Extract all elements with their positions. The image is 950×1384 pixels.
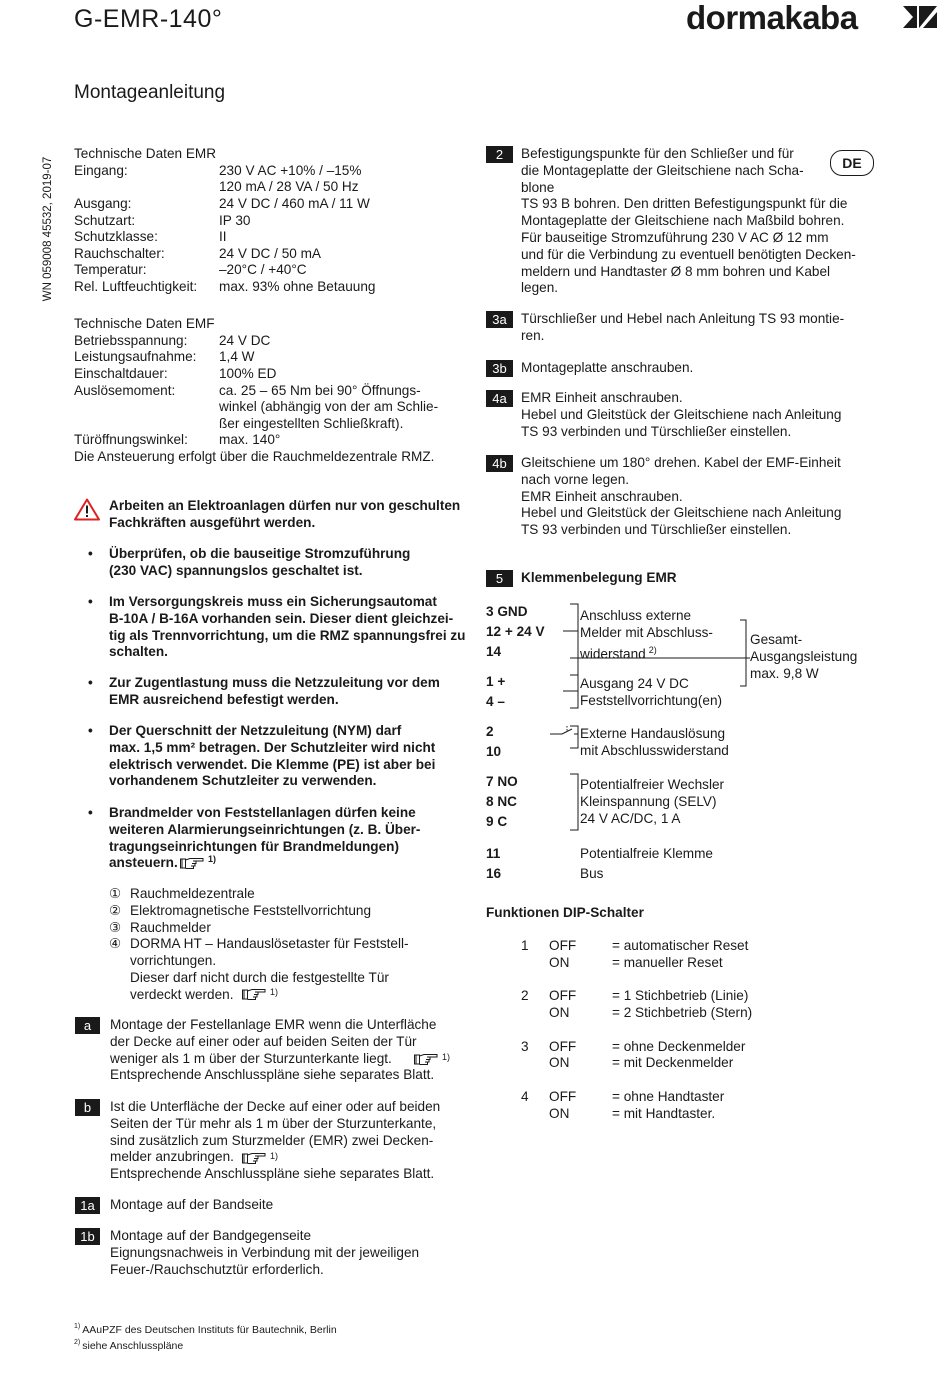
terminal-description-text: Bus — [580, 866, 604, 881]
tech-emf-table — [74, 333, 438, 449]
terminal-label: 14 — [486, 644, 502, 659]
dip-off-description: = 1 Stichbetrieb (Linie) — [612, 988, 749, 1004]
data-row — [74, 366, 438, 383]
dip-on: ON — [549, 1105, 570, 1121]
total-output: Gesamt- Ausgangsleistung max. 9,8 W — [750, 632, 858, 681]
dip-off-description: = ohne Deckenmelder — [612, 1038, 746, 1054]
data-value: 230 V AC +10% / –15% — [219, 162, 362, 178]
data-row — [74, 279, 375, 296]
total-connector — [575, 600, 755, 710]
terminal-label: 3 GND — [486, 604, 528, 619]
step-line: Montageplatte anschrauben. — [521, 360, 694, 375]
terminal-description-text: Melder mit Abschluss- — [580, 624, 713, 640]
terminal-description-line — [580, 866, 603, 883]
terminal-label: 10 — [486, 744, 502, 759]
step-line: Montage der Festellanlage EMR wenn die Unterfläche — [110, 1017, 437, 1032]
step-line: Feuer-/Rauchschutztür erforderlich. — [110, 1261, 324, 1277]
warning-text: Arbeiten an Elektroanlagen dürfen nur von geschulten Fachkräften ausgeführt werden. — [109, 498, 461, 530]
item-text: Elektromagnetische Feststellvorrichtung — [130, 902, 372, 918]
bullet-item — [88, 805, 463, 872]
terminal-description-text: Anschluss externe — [580, 608, 692, 623]
data-row — [74, 383, 438, 400]
reference-hand-icon — [180, 857, 204, 871]
step-line: Seiten der Tür mehr als 1 m über der Sturzunterkante, — [110, 1115, 437, 1131]
bullet-line: Brandmelder von Feststellanlagen dürfen keine — [109, 805, 416, 820]
data-value: 24 V DC / 50 mA — [219, 245, 321, 261]
dip-on-description: = 2 Stichbetrieb (Stern) — [612, 1005, 753, 1021]
step-line: Entsprechende Anschlusspläne siehe separates Blatt. — [110, 1067, 435, 1083]
reference-hand-icon — [242, 1152, 266, 1166]
data-key: Betriebsspannung: — [74, 332, 188, 348]
step-line: Für bauseitige Stromzuführung 230 V AC Ø 12 mm — [521, 229, 829, 245]
document-reference: WN 059008 45532, 2019-07 — [42, 156, 54, 302]
dip-on-description: = manueller Reset — [612, 954, 723, 970]
bullet-line: ansteuern. — [109, 855, 178, 871]
terminal-label: 9 C — [486, 814, 508, 829]
data-key: Schutzklasse: — [74, 229, 158, 245]
footnote-text: AAuPZF des Deutschen Instituts für Bautechnik, Berlin — [82, 1323, 337, 1336]
footnote-ref: 1) — [442, 1052, 451, 1062]
terminal-description-text: Externe Handauslösung — [580, 726, 726, 741]
brand-logo: dormakaba — [686, 0, 858, 36]
step-badge: 3a — [486, 311, 513, 328]
brand-mark-icon — [903, 6, 937, 28]
step-line: weniger als 1 m über der Sturzunterkante liegt. — [110, 1050, 392, 1066]
data-row — [74, 196, 375, 213]
data-key: Türöffnungswinkel: — [74, 432, 188, 448]
footnote-mark: 1) — [74, 1323, 81, 1330]
step-line: melder anzubringen. — [110, 1149, 234, 1165]
step-line: legen. — [521, 280, 559, 296]
bullet-text — [109, 675, 440, 709]
bullet-line: (230 VAC) spannungslos geschaltet ist. — [109, 562, 363, 578]
bullet-text — [109, 723, 435, 790]
bullet-dot: • — [88, 675, 93, 690]
bullet-line: Im Versorgungskreis muss ein Sicherungsautomat — [109, 594, 437, 609]
terminal-description-text: mit Abschlusswiderstand — [580, 742, 729, 758]
item-number: ③ — [109, 919, 122, 935]
data-row — [74, 399, 438, 416]
step-line: TS 93 verbinden und Türschließer einstellen. — [521, 522, 792, 538]
step-line: Montageplatte der Gleitschiene nach Maßbild bohren. — [521, 213, 845, 229]
step-line: Türschließer und Hebel nach Anleitung TS 93 montie- — [521, 311, 845, 326]
tech-emf-heading: Technische Daten EMF — [74, 316, 215, 331]
data-row — [74, 246, 375, 263]
terminal-label: 8 NC — [486, 794, 517, 809]
bullet-line: EMR ausreichend befestigt werden. — [109, 691, 339, 707]
data-value: IP 30 — [219, 212, 251, 228]
bullet-item — [88, 594, 466, 661]
data-key: Leistungsaufnahme: — [74, 349, 197, 365]
item-text: Rauchmelder — [130, 919, 211, 935]
step-badge: 3b — [486, 360, 513, 377]
data-row — [74, 163, 375, 180]
step-text — [110, 1017, 436, 1084]
data-value: 24 V DC — [219, 332, 271, 348]
step-badge-5: 5 — [486, 570, 513, 587]
bullet-text — [109, 546, 410, 580]
footnote — [74, 1336, 183, 1353]
dip-number: 1 — [521, 938, 529, 953]
step-badge: b — [75, 1099, 100, 1116]
item-text: DORMA HT – Handauslösetaster für Feststell- — [130, 936, 409, 952]
data-value: winkel (abhängig von der am Schlie- — [219, 399, 439, 415]
data-key: Temperatur: — [74, 262, 147, 278]
document-title: G-EMR-140° — [74, 5, 223, 33]
item-text: Rauchmeldezentrale — [130, 886, 255, 901]
dip-on: ON — [549, 1005, 570, 1021]
data-value: max. 93% ohne Betauung — [219, 278, 376, 294]
step-line: Eignungsnachweis in Verbindung mit der jeweiligen — [110, 1244, 420, 1260]
data-row — [74, 416, 438, 433]
terminal-description-text: 24 V AC/DC, 1 A — [580, 810, 681, 826]
step-text — [110, 1099, 440, 1183]
bullet-item — [88, 723, 463, 790]
reference-hand-icon — [414, 1053, 438, 1067]
data-row — [74, 262, 375, 279]
bullet-line: elektrisch verwendet. Die Klemme (PE) ist aber bei — [109, 756, 436, 772]
bullet-text — [109, 594, 465, 661]
step-line: blone — [521, 179, 555, 195]
bullet-line: weiteren Alarmierungseinrichtungen (z. B. Über- — [109, 821, 421, 837]
bullet-item — [88, 546, 463, 580]
data-key — [74, 416, 219, 433]
dip-on-description: = mit Handtaster. — [612, 1105, 716, 1121]
terminal-description-text: Potentialfreier Wechsler — [580, 777, 725, 792]
tech-emr-table — [74, 163, 375, 296]
step-line: TS 93 B bohren. Den dritten Befestigungspunkt für die — [521, 196, 848, 212]
step-line: Hebel und Gleitstück der Gleitschiene nach Anleitung — [521, 505, 842, 521]
step-line: der Decke auf einer oder auf beiden Seiten der Tür — [110, 1033, 417, 1049]
data-value: II — [219, 229, 227, 245]
bullet-line: tragungseinrichtungen für Brandmeldungen) — [109, 838, 400, 854]
terminal-label: 4 – — [486, 694, 505, 709]
terminal-description-text: widerstand — [580, 646, 646, 662]
tech-emf-note: Die Ansteuerung erfolgt über die Rauchmeldezentrale RMZ. — [74, 448, 435, 464]
terminal-description-text: Potentialfreie Klemme — [580, 846, 713, 861]
step-text — [521, 390, 841, 440]
terminal-label: 2 — [486, 724, 494, 739]
item-text: verdeckt werden. — [130, 986, 234, 1002]
data-row — [74, 432, 438, 449]
language-badge: DE — [830, 150, 874, 176]
footnote-ref: 1) — [270, 987, 279, 997]
warning-icon — [74, 498, 100, 521]
dip-number: 4 — [521, 1088, 529, 1104]
footnote-ref: 1) — [270, 1151, 279, 1161]
step-badge: 4b — [486, 455, 513, 472]
item-number: ④ — [109, 936, 122, 952]
bullet-line: B-10A / B-16A vorhanden sein. Dieser dient gleichzei- — [109, 610, 454, 626]
bullet-line: Zur Zugentlastung muss die Netzzuleitung vor dem — [109, 675, 440, 690]
data-key: Ausgang: — [74, 195, 132, 211]
bullet-line: Der Querschnitt der Netzzuleitung (NYM) darf — [109, 723, 402, 738]
bullet-line: schalten. — [109, 644, 168, 660]
terminal-description-text: Kleinspannung (SELV) — [580, 793, 717, 809]
bullet-dot: • — [88, 594, 93, 609]
terminal-description-text: Ausgang 24 V DC — [580, 676, 689, 691]
data-value: 1,4 W — [219, 349, 255, 365]
step-line: Hebel und Gleitstück der Gleitschiene nach Anleitung — [521, 406, 842, 422]
dip-heading: Funktionen DIP-Schalter — [486, 905, 644, 920]
step-line: ren. — [521, 327, 545, 343]
dip-on: ON — [549, 1055, 570, 1071]
item-number: ② — [109, 902, 122, 918]
tech-data-emf — [74, 316, 438, 466]
step-badge: a — [75, 1017, 100, 1034]
data-key: Rel. Luftfeuchtigkeit: — [74, 278, 198, 294]
footnote-ref: 1) — [208, 854, 217, 865]
step-line: Entsprechende Anschlusspläne siehe separates Blatt. — [110, 1166, 435, 1182]
bullet-line: max. 1,5 mm² betragen. Der Schutzleiter wird nicht — [109, 739, 436, 755]
step-badge: 1a — [75, 1197, 100, 1214]
bullet-dot: • — [88, 546, 93, 561]
footnote — [74, 1320, 337, 1337]
step-line: meldern und Handtaster Ø 8 mm bohren und Kabel — [521, 263, 831, 279]
dip-on-description: = mit Deckenmelder — [612, 1055, 734, 1071]
bullet-line: vorhandenem Schutzleiter zu verwenden. — [109, 773, 377, 789]
footnote-mark: 2) — [74, 1339, 81, 1346]
bullet-line: tig als Trennvorrichtung, um die RMZ spannungsfrei zu — [109, 627, 466, 643]
data-row — [74, 229, 375, 246]
data-value: max. 140° — [219, 432, 281, 448]
bullet-text — [109, 805, 420, 872]
step-badge: 4a — [486, 390, 513, 407]
dip-on: ON — [549, 954, 570, 970]
data-value: ßer eingestellten Schließkraft). — [219, 415, 404, 431]
bullet-dot: • — [88, 805, 93, 820]
data-key — [74, 399, 219, 416]
data-row — [74, 213, 375, 230]
item-number: ① — [109, 886, 122, 901]
data-key — [74, 179, 219, 196]
dip-off: OFF — [549, 1088, 577, 1104]
step-line: Montage auf der Bandseite — [110, 1197, 274, 1212]
step-line: sind zusätzlich zum Sturzmelder (EMR) zwei Decken- — [110, 1132, 434, 1148]
step-line: Befestigungspunkte für den Schließer und für — [521, 146, 794, 161]
step-line: Gleitschiene um 180° drehen. Kabel der EMF-Einheit — [521, 455, 841, 470]
terminal-description — [580, 866, 603, 883]
terminal-description-text: Feststellvorrichtung(en) — [580, 692, 723, 708]
terminal-description-line — [580, 846, 713, 863]
terminal-description — [580, 846, 713, 863]
terminal-label: 16 — [486, 866, 502, 881]
item-text: Dieser darf nicht durch die festgestellte Tür — [130, 970, 389, 985]
bullet-line: Überprüfen, ob die bauseitige Stromzuführung — [109, 546, 411, 561]
dip-number: 2 — [521, 988, 529, 1004]
step-text — [110, 1197, 273, 1214]
footnote-ref: 2) — [648, 644, 657, 655]
step-badge: 1b — [75, 1228, 100, 1245]
step-text — [521, 360, 693, 377]
dip-off-description: = ohne Handtaster — [612, 1088, 725, 1104]
terminal-label: 12 + 24 V — [486, 624, 545, 639]
bullet-item — [88, 675, 463, 709]
data-key: Rauchschalter: — [74, 245, 165, 261]
step-line: Ist die Unterfläche der Decke auf einer oder auf beiden — [110, 1099, 441, 1114]
step-text — [521, 455, 841, 539]
step-line: TS 93 verbinden und Türschließer einstellen. — [521, 423, 792, 439]
step-text — [521, 146, 856, 297]
bullet-dot: • — [88, 723, 93, 738]
data-key: Schutzart: — [74, 212, 136, 228]
step-text — [110, 1228, 419, 1278]
data-row — [74, 349, 438, 366]
tech-data-emr — [74, 146, 375, 296]
terminals-heading: Klemmenbelegung EMR — [521, 570, 677, 585]
data-row — [74, 179, 375, 196]
dip-off: OFF — [549, 938, 577, 953]
step-line: nach vorne legen. — [521, 471, 630, 487]
data-value: ca. 25 – 65 Nm bei 90° Öffnungs- — [219, 382, 421, 398]
data-value: 120 mA / 28 VA / 50 Hz — [219, 179, 359, 195]
dip-off: OFF — [549, 988, 577, 1004]
step-line: EMR Einheit anschrauben. — [521, 390, 683, 405]
data-value: 100% ED — [219, 365, 277, 381]
document-subtitle: Montageanleitung — [74, 82, 226, 103]
data-key: Eingang: — [74, 162, 128, 178]
step-line: Montage auf der Bandgegenseite — [110, 1228, 312, 1243]
reference-hand-icon — [242, 988, 266, 1002]
dip-number: 3 — [521, 1038, 529, 1054]
dip-off: OFF — [549, 1038, 577, 1054]
step-text — [521, 311, 844, 345]
step-line: EMR Einheit anschrauben. — [521, 488, 683, 504]
item-text: vorrichtungen. — [130, 953, 217, 969]
step-line: und für die Verbindung zu eventuell benötigten Decken- — [521, 246, 856, 262]
data-key: Auslösemoment: — [74, 382, 176, 398]
terminal-label: 1 + — [486, 674, 506, 689]
tech-emr-heading: Technische Daten EMR — [74, 146, 217, 161]
data-value: 24 V DC / 460 mA / 11 W — [219, 195, 370, 211]
footnote-text: siehe Anschlusspläne — [82, 1339, 184, 1352]
step-badge: 2 — [486, 146, 513, 163]
dip-off-description: = automatischer Reset — [612, 938, 749, 953]
terminal-label: 7 NO — [486, 774, 518, 789]
data-value: –20°C / +40°C — [219, 262, 307, 278]
data-row — [74, 333, 438, 350]
terminal-label: 11 — [486, 846, 501, 861]
data-key: Einschaltdauer: — [74, 365, 168, 381]
step-line: die Montageplatte der Gleitschiene nach Scha- — [521, 162, 804, 178]
